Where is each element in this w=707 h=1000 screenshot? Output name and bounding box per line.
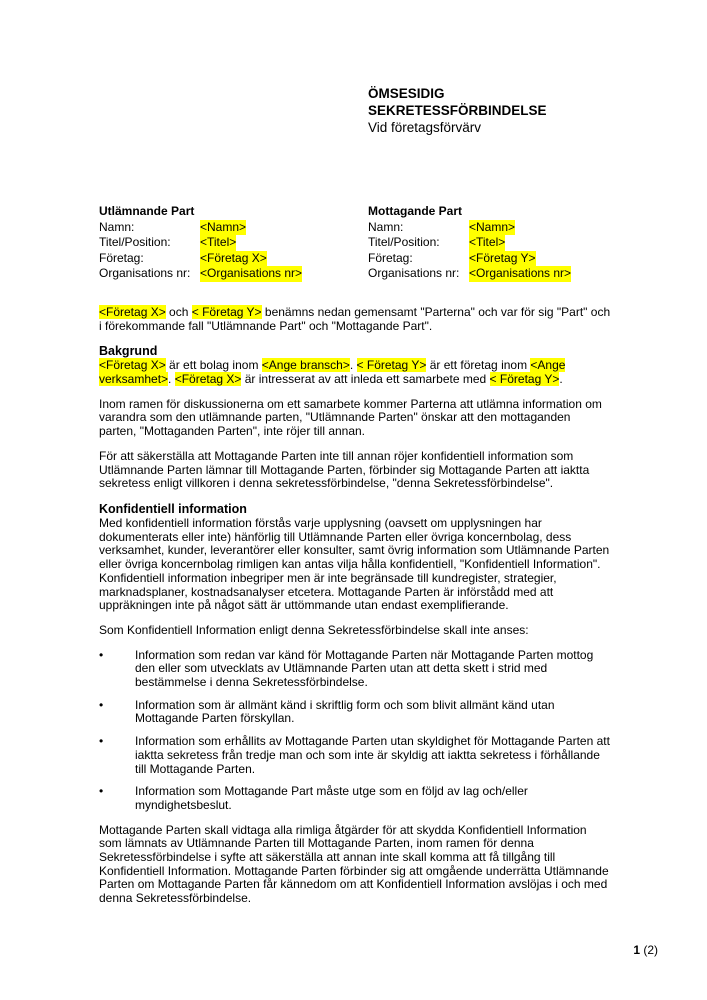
placeholder-title: <Titel>: [469, 235, 506, 250]
list-item: [99, 699, 611, 726]
text-run: .: [559, 372, 563, 387]
list-item: [99, 649, 611, 690]
text-run: är ett bolag inom: [165, 358, 262, 373]
placeholder-highlight: <Ange verksamhet>: [99, 358, 566, 387]
placeholder-highlight: < Företag Y>: [191, 304, 262, 319]
parties-section: [99, 204, 611, 282]
party-row: [368, 266, 611, 282]
party-row: [368, 220, 611, 236]
party-row: [99, 266, 368, 282]
placeholder-highlight: <Företag X>: [99, 358, 166, 373]
bullet-icon: •: [99, 784, 104, 799]
placeholder-highlight: <Företag X>: [99, 304, 166, 319]
paragraph-bakgrund: [99, 359, 611, 386]
page-number-total: (2): [640, 943, 658, 957]
paragraph-for-att-sakerstalla: För att säkerställa att Mottagande Parten inte till annan röjer konfidentiell information som Utlämnande Parten lämnar till Mottagande Parten, förbinder sig Mottagande Parten att iaktta sekretess enligt villkoren i denna sekretessförbindelse, "denna Sekretessförbindelse".: [99, 448, 590, 491]
party-disclosing-heading: Utlämnande Part: [99, 204, 195, 218]
paragraph-exceptions-intro: Som Konfidentiell Information enligt denna Sekretessförbindelse skall inte anses:: [99, 622, 529, 637]
field-label-company: Företag:: [368, 250, 413, 265]
placeholder-orgnr: <Organisations nr>: [469, 266, 572, 281]
placeholder-name: <Namn>: [200, 219, 247, 234]
party-row: [99, 251, 368, 267]
field-label-orgnr: Organisations nr:: [99, 266, 191, 281]
field-label-orgnr: Organisations nr:: [368, 266, 460, 281]
heading-bakgrund: Bakgrund: [99, 344, 158, 359]
party-row: [368, 235, 611, 251]
party-row: [368, 251, 611, 267]
field-label-name: Namn:: [368, 219, 404, 234]
text-run: är ett företag inom: [426, 358, 531, 373]
paragraph-inom-ramen: Inom ramen för diskussionerna om ett samarbete kommer Parterna att utlämna information om varandra som den utlämnande parten, "Utlämnande Parten" önskar att den mottaganden parten, "Mottaganden Parten", inte röjer till annan.: [99, 396, 602, 439]
placeholder-highlight: < Företag Y>: [356, 358, 427, 373]
placeholder-company-y: <Företag Y>: [469, 250, 536, 265]
text-run: benämns nedan gemensamt "Parterna" och var för sig "Part" och i förekommande fall "Utlämnande Part" och "Mottagande Part".: [99, 304, 611, 333]
document-body: [99, 306, 611, 906]
placeholder-company-x: <Företag X>: [200, 250, 267, 265]
placeholder-highlight: <Företag X>: [174, 372, 242, 387]
field-label-name: Namn:: [99, 219, 135, 234]
list-item-text: Information som erhållits av Mottagande Parten utan skyldighet för Mottagande Parten att iaktta sekretess från tredje man och som inte är skyldig att iaktta sekretess i förhållande till Mottagande Parten.: [135, 734, 610, 776]
party-receiving: [368, 204, 611, 282]
bullet-icon: •: [99, 734, 104, 749]
field-label-title: Titel/Position:: [368, 235, 440, 250]
list-item: [99, 735, 611, 776]
party-row: [99, 235, 368, 251]
placeholder-name: <Namn>: [469, 219, 516, 234]
paragraph-konfidentiell-definition: Med konfidentiell information förstås varje upplysning (oavsett om upplysningen har dokumenterats eller inte) hänförlig till Utlämnande Parten eller övriga koncernbolag, dess verksamhet, kunder, leverantörer eller konsulter, samt övrig information som Utlämnande Parten eller övriga koncernbolag rimligen kan antas vilja hålla konfidentiell, "Konfidentiell Information". Konfidentiell information inbegriper men är inte begränsade till kundregister, strategier, marknadsplaner, kostnadsanalyser etcetera. Mottagande Parten är införstådd med att uppräkningen inte på något sätt är uttömmande utan endast exemplifierande.: [99, 516, 610, 613]
document-title-line-1: ÖMSESIDIG: [368, 86, 445, 101]
document-title-block: [368, 85, 611, 136]
text-run: och: [165, 304, 192, 319]
page-number-current: 1: [633, 943, 640, 957]
text-run: .: [349, 358, 357, 373]
list-item-text: Information som Mottagande Part måste utge som en följd av lag och/eller myndighetsbeslut.: [135, 784, 528, 812]
exceptions-list: [99, 649, 611, 813]
text-run: är intresserat av att inleda ett samarbete med: [241, 372, 490, 387]
document-subtitle: Vid företagsförvärv: [368, 120, 482, 135]
list-item-text: Information som redan var känd för Mottagande Parten när Mottagande Parten mottog den eller som utvecklats av Utlämnande Parten utan att detta skett i strid med bestämmelse i denna Sekretessförbindelse.: [135, 647, 594, 690]
list-item-text: Information som är allmänt känd i skriftlig form och som blivit allmänt känd utan Mottagande Parten förskyllan.: [135, 697, 555, 726]
paragraph-parties-definition: [99, 306, 611, 333]
placeholder-highlight: <Ange bransch>: [261, 358, 350, 373]
field-label-title: Titel/Position:: [99, 235, 171, 250]
heading-konfidentiell-information: Konfidentiell information: [99, 502, 247, 516]
party-receiving-heading: Mottagande Part: [368, 204, 463, 218]
party-disclosing: [99, 204, 368, 282]
bullet-icon: •: [99, 697, 104, 712]
list-item: [99, 785, 611, 812]
bullet-icon: •: [99, 647, 104, 662]
page-number: [633, 944, 658, 958]
placeholder-highlight: < Företag Y>: [489, 372, 560, 387]
placeholder-title: <Titel>: [200, 235, 237, 250]
field-label-company: Företag:: [99, 250, 144, 265]
placeholder-orgnr: <Organisations nr>: [200, 266, 303, 281]
text-run: .: [168, 372, 175, 387]
document-title-line-2: SEKRETESSFÖRBINDELSE: [368, 103, 547, 118]
party-row: [99, 220, 368, 236]
paragraph-closing: Mottagande Parten skall vidtaga alla rimliga åtgärder för att skydda Konfidentiell Information som lämnats av Utlämnande Parten till Mottagande Parten, inom ramen för denna Sekretessförbindelse i syfte att säkerställa att annan inte skall komma att få tillgång till Konfidentiell Information. Mottagande Parten förbinder sig att omgående underrätta Utlämnande Parten om Mottagande Parten får kännedom om att Konfidentiell Information avslöjas i och med denna Sekretessförbindelse.: [99, 822, 609, 906]
